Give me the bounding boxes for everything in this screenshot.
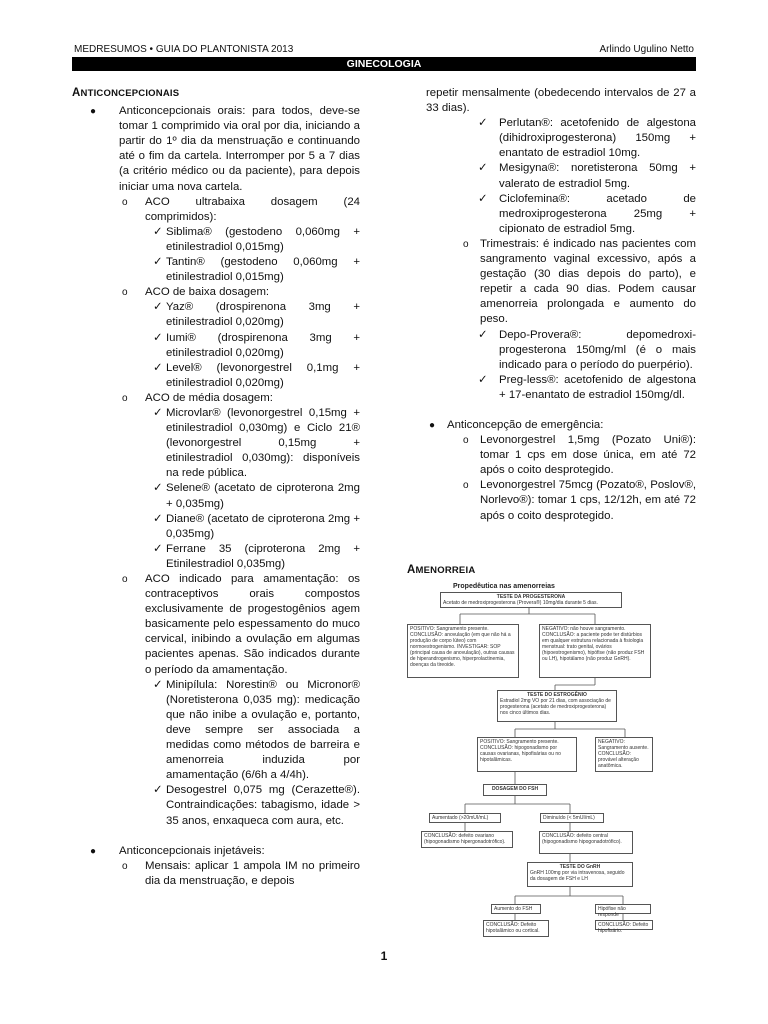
list-item [407, 373, 696, 403]
checkmark-icon: ✓ [153, 482, 163, 495]
list-item-text: Tantin® (gestodeno 0,060mg + etinilestradiol 0,015mg) [166, 256, 360, 284]
list-item [72, 255, 360, 285]
box-progesterone-negative: NEGATIVO: não houve sangramento. CONCLUSÃO: a paciente pode ter distúrbios em qualquer estrutura relacionada à fisiologia menstrual: trato genital, ovários (hipoestrogenismo), hipófise (não produz FSH ou LH), hipotálamo (não produz GnRH). [539, 624, 651, 678]
box-gnrh-test: TESTE DO GnRH GnRH 100mg por via intravenosa, seguido da dosagem de FSH e LH [527, 862, 633, 887]
box-pituitary-defect: CONCLUSÃO: Defeito hipofisário. [595, 920, 653, 930]
bullet-icon: ● [429, 419, 436, 431]
list-item [72, 542, 360, 572]
circle-bullet-icon: o [463, 480, 469, 492]
checkmark-icon: ✓ [153, 225, 163, 238]
list-item-text: Anticoncepção de emergência: [447, 418, 604, 431]
list-item-text: ACO ultrabaixa dosagem (24 comprimidos): [145, 195, 360, 223]
box-estrogen-negative: NEGATIVO: Sangramento ausente. CONCLUSÃO: provável alteração anatômica. [595, 737, 653, 772]
circle-bullet-icon: o [122, 392, 128, 404]
circle-bullet-icon: o [122, 196, 128, 208]
checkmark-icon: ✓ [478, 117, 488, 130]
box-hypothalamic-defect: CONCLUSÃO: Defeito hipotalâmico ou cortical. [483, 920, 549, 937]
section-bar: GINECOLOGIA [72, 57, 696, 71]
checkmark-icon: ✓ [153, 331, 163, 344]
list-item [407, 161, 696, 191]
box-fsh-dosage: DOSAGEM DO FSH [483, 784, 547, 796]
box-pituitary-no-response: Hipófise não responde [595, 904, 651, 914]
header-author: Arlindo Ugulino Netto [599, 44, 694, 55]
list-item [407, 478, 696, 523]
list-item [72, 391, 360, 406]
header-left: MEDRESUMOS • GUIA DO PLANTONISTA 2013 [74, 44, 294, 55]
list-item-text: Siblima® (gestodeno 0,060mg + etinilestradiol 0,015mg) [166, 225, 360, 253]
list-item-text: Ciclofemina®: acetado de medroxiprogesterona 25mg + cipionato de estradiol 5mg. [499, 192, 696, 235]
list-item [72, 844, 360, 859]
checkmark-icon: ✓ [153, 512, 163, 525]
box-fsh-rise: Aumento do FSH [491, 904, 541, 914]
list-item-text: Levonorgestrel 1,5mg (Pozato Uni®): tomar 1 cps em dose única, em até 72 após o coito desprotegido. [480, 434, 696, 477]
checkmark-icon: ✓ [153, 301, 163, 314]
list-item-text: Diane® (acetato de ciproterona 2mg + 0,035mg) [166, 512, 360, 540]
list-item [72, 783, 360, 828]
list-item-text: Preg-less®: acetofenido de algestona + 17-enantato de estradiol 150mg/dl. [499, 373, 696, 401]
spacer [407, 403, 696, 418]
box-central-defect: CONCLUSÃO: defeito central (hipogonadismo hipogonadotrófico). [539, 831, 633, 854]
list-item-text: Microvlar® (levonorgestrel 0,15mg + etinilestradiol 0,030mg) e Ciclo 21® (levonorgestrel 0,15mg + etinilestradiol 0,030mg): disponíveis na rede pública. [166, 406, 360, 480]
amenorrhea-flowchart [405, 584, 653, 939]
page-header [72, 44, 696, 57]
list-item [407, 418, 696, 433]
list-item-text: Anticoncepcionais injetáveis: [119, 844, 265, 857]
checkmark-icon: ✓ [478, 192, 488, 205]
section-title-amenorreia: AMENORREIA [407, 564, 476, 576]
list-item-text: Selene® (acetato de ciproterona 2mg + 0,035mg) [166, 482, 360, 510]
checkmark-icon: ✓ [153, 256, 163, 269]
list-item [72, 512, 360, 542]
checkmark-icon: ✓ [153, 361, 163, 374]
circle-bullet-icon: o [463, 238, 469, 250]
list-item-text: Level® (levonorgestrel 0,1mg + etinilestradiol 0,020mg) [166, 361, 360, 389]
circle-bullet-icon: o [122, 574, 128, 585]
left-column [72, 86, 360, 889]
list-item [72, 406, 360, 481]
list-item [72, 300, 360, 330]
circle-bullet-icon: o [122, 860, 128, 872]
list-item [407, 433, 696, 478]
list-item [72, 285, 360, 300]
list-item-text: Trimestrais: é indicado nas pacientes com sangramento vaginal excessivo, após a gestação (30 dias depois do parto), e repetir a cada 90 dias. Podem causar amenorreia prolongada e aumento do peso. [480, 237, 696, 326]
box-progesterone-test: TESTE DA PROGESTERONA Acetato de medroxiprogesterona (Provera®) 10mg/dia durante 5 dias. [440, 592, 622, 608]
list-item-text: ACO de baixa dosagem: [145, 286, 270, 299]
box-fsh-increased: Aumentado (>20mUI/mL) [429, 813, 501, 823]
box-ovarian-defect: CONCLUSÃO: defeito ovariano (hipogonadismo hipergonadotrófico). [421, 831, 513, 848]
list-item [72, 225, 360, 255]
list-item [407, 86, 696, 116]
bullet-icon: ● [90, 106, 97, 118]
flowchart-title: Propedêutica nas amenorreias [453, 583, 555, 590]
list-item [72, 572, 360, 678]
checkmark-icon: ✓ [153, 784, 163, 797]
list-item-text: Ferrane 35 (ciproterona 2mg + Etinilestradiol 0,035mg) [166, 542, 360, 570]
list-item-text: ACO de média dosagem: [145, 391, 273, 404]
section-title-anticoncepcionais: ANTICONCEPCIONAIS [72, 87, 180, 99]
box-fsh-decreased: Diminuído (< 5mUI/mL) [540, 813, 604, 823]
list-item [407, 237, 696, 328]
list-item-text: repetir mensalmente (obedecendo intervalos de 27 a 33 dias). [426, 87, 696, 115]
checkmark-icon: ✓ [478, 162, 488, 175]
spacer [72, 829, 360, 844]
list-item [72, 481, 360, 511]
list-item-text: Minipílula: Norestin® ou Micronor® (Noretisterona 0,035 mg): medicação que não inibe a ovulação e, portanto, deve sempre ser associada a medidas como métodos de barreira e amenorreia induzida por amamentação (6/6h a 4/4h). [166, 678, 360, 782]
list-item-text: Iumi® (drospirenona 3mg + etinilestradiol 0,020mg) [166, 331, 360, 359]
list-item-text: Mesigyna®: noretisterona 50mg + valerato de estradiol 5mg. [499, 162, 696, 190]
list-item [72, 678, 360, 784]
checkmark-icon: ✓ [153, 406, 163, 419]
checkmark-icon: ✓ [153, 678, 163, 691]
list-item [407, 192, 696, 237]
checkmark-icon: ✓ [478, 373, 488, 386]
list-item-text: Desogestrel 0,075 mg (Cerazette®). Contraindicações: tabagismo, idade > 35 anos, enxaqueca com aura, etc. [166, 784, 360, 827]
list-item [407, 328, 696, 373]
checkmark-icon: ✓ [478, 328, 488, 341]
bullet-icon: ● [90, 845, 97, 857]
box-estrogen-positive: POSITIVO: Sangramento presente. CONCLUSÃO: hipogonadismo por causas ovarianas, hipofisárias ou no hipotalâmicas. [477, 737, 577, 772]
list-item [72, 331, 360, 361]
circle-bullet-icon: o [122, 287, 128, 299]
list-item-text: Levonorgestrel 75mcg (Pozato®, Poslov®, Norlevo®): tomar 1 cps, 12/12h, em até 72 após o coito desprotegido. [480, 479, 696, 522]
list-item [72, 361, 360, 391]
list-item [407, 116, 696, 161]
list-item-text: Mensais: aplicar 1 ampola IM no primeiro dia da menstruação, e depois [145, 859, 360, 887]
box-estrogen-test: TESTE DO ESTROGÊNIO Estradiol 2mg VO por 21 dias, com associação de progesterona (acetato de medroxiprogesterona) nos cinco últimos dias. [497, 690, 617, 722]
list-item-text: Anticoncepcionais orais: para todos, deve-se tomar 1 comprimido via oral por dia, iniciando a partir do 1º dia da menstruação e continuando até o fim da cartela. Interromper por 5 a 7 dias (a critério médico ou da paciente), para depois iniciar uma nova cartela. [119, 105, 360, 193]
list-item-text: Depo-Provera®: depomedroxi-progesterona 150mg/ml (é o mais indicado para o período do puerpério). [499, 328, 696, 371]
box-progesterone-positive: POSITIVO: Sangramento presente. CONCLUSÃO: anovulação (em que não há a produção de corpo lúteo) com normoestrogenismo. INVESTIGAR: SOP (principal causa de anovulação), outras causas de hiperandrogenismo, hiperprolactinemia, doenças da tireoide. [407, 624, 519, 678]
list-item-text: Perlutan®: acetofenido de algestona (dihidroxiprogesterona) 150mg + enantato de estradiol 10mg. [499, 117, 696, 160]
list-item [72, 195, 360, 225]
list-item [72, 104, 360, 195]
list-item [72, 859, 360, 889]
circle-bullet-icon: o [463, 435, 469, 447]
checkmark-icon: ✓ [153, 542, 163, 555]
right-column [407, 86, 696, 524]
page-number: 1 [380, 949, 388, 963]
list-item-text: ACO indicado para amamentação: os contraceptivos orais compostos exclusivamente de progestogênios agem basicamente pelo espessamento do muco cervical, inibindo a ovulação em algumas pacientes apenas. São indicados durante o período da amamentação. [145, 573, 360, 676]
list-item-text: Yaz® (drospirenona 3mg + etinilestradiol 0,020mg) [166, 301, 360, 329]
